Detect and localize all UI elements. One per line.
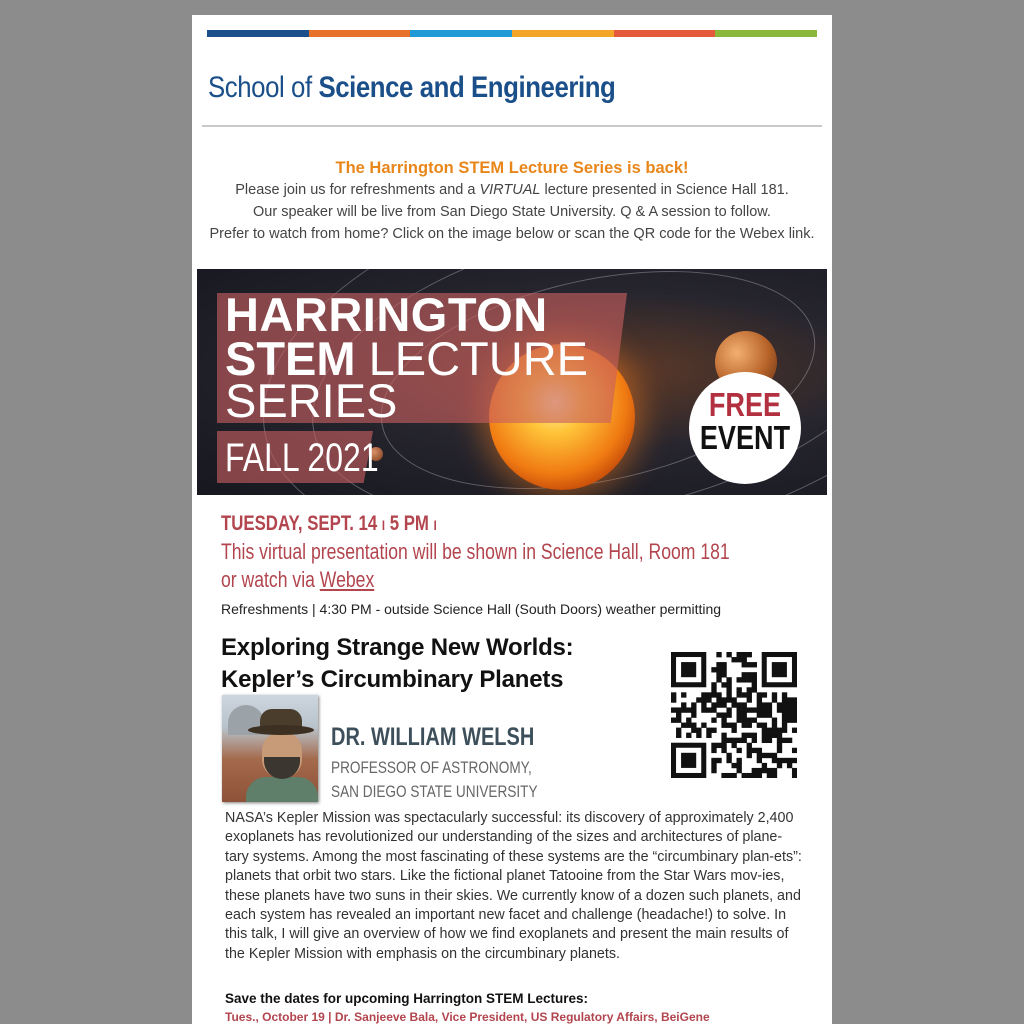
- header-divider: [202, 125, 822, 127]
- photo-hat-brim: [248, 725, 314, 735]
- speaker-role-line-1: PROFESSOR OF ASTRONOMY,: [331, 758, 532, 777]
- qr-code-graphic: [671, 652, 797, 778]
- event-online: [221, 566, 413, 594]
- lecture-series-banner[interactable]: [197, 269, 827, 495]
- talk-title-line-2: Kepler’s Circumbinary Planets: [221, 666, 564, 693]
- event-venue: [221, 538, 832, 566]
- speaker-photo: [222, 695, 318, 802]
- photo-beard: [264, 757, 300, 779]
- intro-line-3: Prefer to watch from home? Click on the image below or scan the QR code for the Webex link.: [209, 226, 815, 242]
- banner-title-line-1: HARRINGTON: [225, 288, 548, 341]
- banner-term: FALL 2021: [225, 436, 379, 480]
- intro-line-1-start: Please join us for refreshments and a: [235, 182, 480, 198]
- webex-link[interactable]: Webex: [319, 567, 375, 592]
- speaker-name-text: DR. WILLIAM WELSH: [331, 723, 535, 751]
- color-bar-segment: [614, 30, 716, 37]
- event-date-separator: I: [381, 517, 386, 533]
- event-venue-text: This virtual presentation will be shown in Science Hall, Room 181: [221, 539, 730, 564]
- event-online-prefix: or watch via: [221, 567, 320, 592]
- intro-section: [192, 157, 832, 245]
- banner-title-line-3: SERIES: [225, 374, 398, 427]
- event-time: 5 PM: [389, 512, 429, 535]
- talk-title-line-1: Exploring Strange New Worlds:: [221, 634, 574, 661]
- event-time-separator: I: [433, 517, 437, 533]
- color-bar-segment: [207, 30, 309, 37]
- talk-title: [221, 632, 573, 696]
- speaker-role-line-2: SAN DIEGO STATE UNIVERSITY: [331, 782, 538, 801]
- free-event-badge: [689, 372, 801, 484]
- intro-headline: The Harrington STEM Lecture Series is back!: [335, 159, 689, 177]
- school-logo: [208, 71, 615, 105]
- intro-virtual-emphasis: VIRTUAL: [479, 182, 541, 198]
- event-date-time: [221, 510, 491, 539]
- color-bar-segment: [410, 30, 512, 37]
- email-body: [192, 15, 832, 1024]
- photo-shirt: [246, 777, 318, 802]
- badge-event-text: EVENT: [699, 419, 791, 456]
- webex-qr-code[interactable]: [671, 652, 797, 778]
- school-logo-name: Science and Engineering: [318, 71, 616, 104]
- color-bar-segment: [309, 30, 411, 37]
- banner-title-stem: STEM: [225, 332, 356, 385]
- school-logo-prefix: School of: [208, 71, 319, 104]
- intro-line-2: Our speaker will be live from San Diego State University. Q & A session to follow.: [253, 204, 771, 220]
- banner-title-lecture: LECTURE: [355, 332, 588, 385]
- upcoming-lecture-item: Tues., October 19 | Dr. Sanjeeve Bala, Vice President, US Regulatory Affairs, BeiGene: [225, 1010, 710, 1024]
- upcoming-lectures-heading: Save the dates for upcoming Harrington STEM Lectures:: [225, 991, 589, 1006]
- intro-line-1: [192, 179, 832, 201]
- intro-line-1-end: lecture presented in Science Hall 181.: [540, 182, 789, 198]
- color-bar-segment: [512, 30, 614, 37]
- speaker-role: [331, 756, 589, 804]
- color-bar-segment: [715, 30, 817, 37]
- badge-free-text: FREE: [708, 386, 782, 423]
- refreshments-note: Refreshments | 4:30 PM - outside Science Hall (South Doors) weather permitting: [221, 601, 722, 617]
- speaker-name: [331, 721, 585, 753]
- header-color-bar: [207, 30, 817, 37]
- talk-abstract: NASA’s Kepler Mission was spectacularly successful: its discovery of approximately 2,400 exoplanets has revolutionized our understanding of the sizes and architectures of plane-tary systems. Among the most fascinating of these systems are the “circumbinary plan-ets”: planets that orbit two stars. Like the fictional planet Tatooine from the Star Wars mov-ies, these planets have two suns in their skies. We currently know of a dozen such planets, and each system has revealed an important new facet and challenge (headache!) to solve. In this talk, I will give an overview of how we find exoplanets and present the main results of the Kepler Mission with emphasis on the circumbinary planets.: [225, 810, 802, 962]
- event-date: TUESDAY, SEPT. 14: [221, 512, 378, 535]
